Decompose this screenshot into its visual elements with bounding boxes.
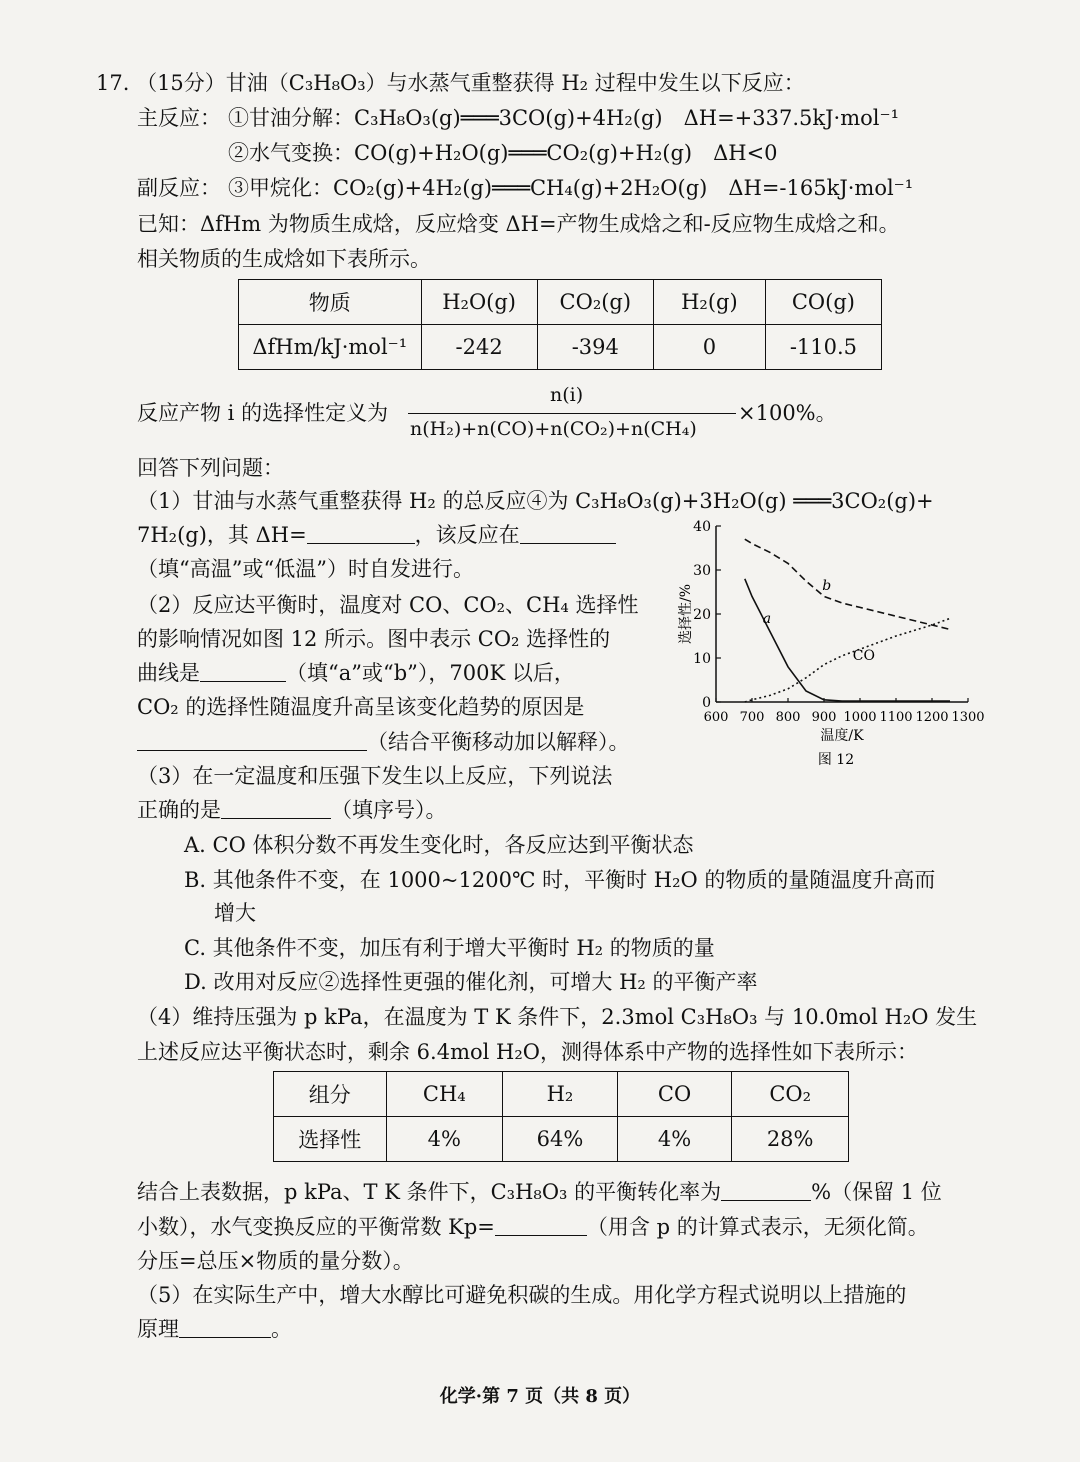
part4-text: 结合上表数据，p kPa、T K 条件下，C₃H₈O₃ 的平衡转化率为 <box>137 1180 722 1204</box>
table-cell: 4% <box>386 1117 503 1162</box>
main-reaction-label: 主反应： <box>137 106 221 130</box>
option-c: C. 其他条件不变，加压有利于增大平衡时 H₂ 的物质的量 <box>184 936 715 960</box>
answer-blank[interactable] <box>137 732 367 751</box>
table-row <box>239 325 882 370</box>
answer-blank[interactable] <box>307 525 415 544</box>
table-cell: -110.5 <box>765 325 881 370</box>
answer-blank[interactable] <box>520 525 616 544</box>
part2-line4: CO₂ 的选择性随温度升高呈该变化趋势的原因是 <box>137 695 585 719</box>
question-header: 17. （15分）甘油（C₃H₈O₃）与水蒸气重整获得 H₂ 过程中发生以下反应： <box>96 71 805 95</box>
option-a: A. CO 体积分数不再发生变化时，各反应达到平衡状态 <box>184 833 694 857</box>
part2-line2: 的影响情况如图 12 所示。图中表示 CO₂ 选择性的 <box>137 627 611 651</box>
answer-blank[interactable] <box>495 1217 587 1236</box>
part3-text: 正确的是 <box>137 798 221 822</box>
page-footer: 化学·第 7 页（共 8 页） <box>439 1386 641 1407</box>
part1-line3: （填“高温”或“低温”）时自发进行。 <box>137 557 474 581</box>
answer-prompt: 回答下列问题： <box>137 456 284 480</box>
table-header-cell: CH₄ <box>386 1072 503 1117</box>
selectivity-chart <box>668 512 998 792</box>
y-axis-label: 选择性/% <box>678 583 694 645</box>
table-header-cell: H₂O(g) <box>421 280 537 325</box>
part4-line1: （4）维持压强为 p kPa，在温度为 T K 条件下，2.3mol C₃H₈O₃ 与 10.0mol H₂O 发生 <box>137 1005 978 1029</box>
y-tick-label: 20 <box>693 607 711 623</box>
x-tick-label: 1000 <box>843 710 877 725</box>
table-cell: 4% <box>617 1117 732 1162</box>
part4-text: （用含 p 的计算式表示，无须化简。 <box>586 1215 929 1239</box>
table-header-cell: 组分 <box>274 1072 387 1117</box>
part4-line5: 分压=总压×物质的量分数）。 <box>137 1249 414 1273</box>
table-intro: 相关物质的生成焓如下表所示。 <box>137 247 431 271</box>
selectivity-table <box>273 1071 849 1162</box>
series-co-line <box>745 618 950 702</box>
table-row <box>239 280 882 325</box>
table-header-cell: H₂ <box>503 1072 618 1117</box>
x-tick-label: 600 <box>703 710 729 725</box>
table-row-label: 选择性 <box>274 1117 387 1162</box>
table-row <box>274 1117 849 1162</box>
selectivity-prefix: 反应产物 i 的选择性定义为 <box>137 401 389 425</box>
reaction-1: ①甘油分解：C₃H₈O₃(g)═══3CO(g)+4H₂(g) ΔH=+337.5kJ·mol⁻¹ <box>228 106 899 130</box>
series-a-line <box>745 579 950 701</box>
part4-line2: 上述反应达平衡状态时，剩余 6.4mol H₂O，测得体系中产物的选择性如下表所示： <box>137 1040 918 1064</box>
curve-label-a: a <box>762 610 772 627</box>
part5-line2 <box>137 1314 292 1344</box>
part4-text: 小数），水气变换反应的平衡常数 Kp= <box>137 1215 495 1239</box>
table-cell: -242 <box>421 325 537 370</box>
answer-blank[interactable] <box>200 663 286 682</box>
table-row <box>274 1072 849 1117</box>
table-cell: -394 <box>537 325 653 370</box>
part1-text: 7H₂(g)，其 ΔH= <box>137 523 307 547</box>
series-b-line <box>745 539 950 629</box>
part1-text: ，该反应在 <box>414 523 520 547</box>
part2-text: 曲线是 <box>137 661 200 685</box>
x-axis-label: 温度/K <box>820 728 864 744</box>
y-tick-label: 0 <box>702 695 711 711</box>
part2-line5 <box>137 727 630 757</box>
fraction-numerator: n(i) <box>550 384 584 406</box>
x-tick-label: 700 <box>739 710 765 725</box>
table-header-cell: CO₂ <box>732 1072 849 1117</box>
y-tick-label: 30 <box>693 563 711 579</box>
part2-line3 <box>137 658 575 688</box>
fraction-denominator: n(H₂)+n(CO)+n(CO₂)+n(CH₄) <box>410 418 697 440</box>
x-tick-label: 1100 <box>879 710 913 725</box>
y-tick-label: 40 <box>693 519 711 535</box>
chart-caption: 图 12 <box>817 752 855 768</box>
reaction-2: ②水气变换：CO(g)+H₂O(g)═══CO₂(g)+H₂(g) ΔH<0 <box>228 141 778 165</box>
curve-label-b: b <box>822 577 832 594</box>
part3-line1: （3）在一定温度和压强下发生以上反应，下列说法 <box>137 764 613 788</box>
table-cell: 0 <box>653 325 765 370</box>
option-b-cont: 增大 <box>214 901 256 925</box>
answer-blank[interactable] <box>221 800 331 819</box>
x-tick-label: 1300 <box>951 710 985 725</box>
table-cell: 28% <box>732 1117 849 1162</box>
part2-line1: （2）反应达平衡时，温度对 CO、CO₂、CH₄ 选择性 <box>137 593 639 617</box>
side-reaction-label: 副反应： <box>137 176 221 200</box>
table-header-cell: H₂(g) <box>653 280 765 325</box>
table-header-cell: CO₂(g) <box>537 280 653 325</box>
part4-line3 <box>137 1177 942 1207</box>
table-header-cell: 物质 <box>239 280 422 325</box>
table-cell: 64% <box>503 1117 618 1162</box>
part3-text: （填序号）。 <box>331 798 447 822</box>
part1-line1: （1）甘油与水蒸气重整获得 H₂ 的总反应④为 C₃H₈O₃(g)+3H₂O(g) ═══3CO₂(g)+ <box>137 489 934 513</box>
selectivity-suffix: ×100%。 <box>738 401 837 425</box>
answer-blank[interactable] <box>721 1182 811 1201</box>
part3-line2 <box>137 795 447 825</box>
part1-line2 <box>137 520 616 550</box>
part5-text: 原理 <box>137 1317 179 1341</box>
answer-blank[interactable] <box>179 1319 271 1338</box>
table-row-label: ΔfHm/kJ·mol⁻¹ <box>239 325 422 370</box>
part4-text: %（保留 1 位 <box>811 1180 942 1204</box>
option-b: B. 其他条件不变，在 1000~1200℃ 时，平衡时 H₂O 的物质的量随温度升高而 <box>184 868 936 892</box>
part5-text: 。 <box>271 1317 292 1341</box>
table-header-cell: CO(g) <box>765 280 881 325</box>
y-tick-label: 10 <box>693 651 711 667</box>
x-tick-label: 900 <box>811 710 837 725</box>
part4-line4 <box>137 1212 929 1242</box>
x-tick-label: 800 <box>775 710 801 725</box>
curve-label-co: CO <box>852 648 876 665</box>
table-header-cell: CO <box>617 1072 732 1117</box>
option-d: D. 改用对反应②选择性更强的催化剂，可增大 H₂ 的平衡产率 <box>184 970 758 994</box>
part2-text: （结合平衡移动加以解释）。 <box>367 730 630 754</box>
reaction-3: ③甲烷化：CO₂(g)+4H₂(g)═══CH₄(g)+2H₂O(g) ΔH=-165kJ·mol⁻¹ <box>228 176 914 200</box>
part2-text: （填“a”或“b”），700K 以后， <box>286 661 575 685</box>
fraction-bar <box>408 413 736 414</box>
x-tick-label: 1200 <box>915 710 949 725</box>
part5-line1: （5）在实际生产中，增大水醇比可避免积碳的生成。用化学方程式说明以上措施的 <box>137 1283 907 1307</box>
known-statement: 已知：ΔfHm 为物质生成焓，反应焓变 ΔH=产物生成焓之和-反应物生成焓之和。 <box>137 212 900 236</box>
enthalpy-table <box>238 279 882 370</box>
